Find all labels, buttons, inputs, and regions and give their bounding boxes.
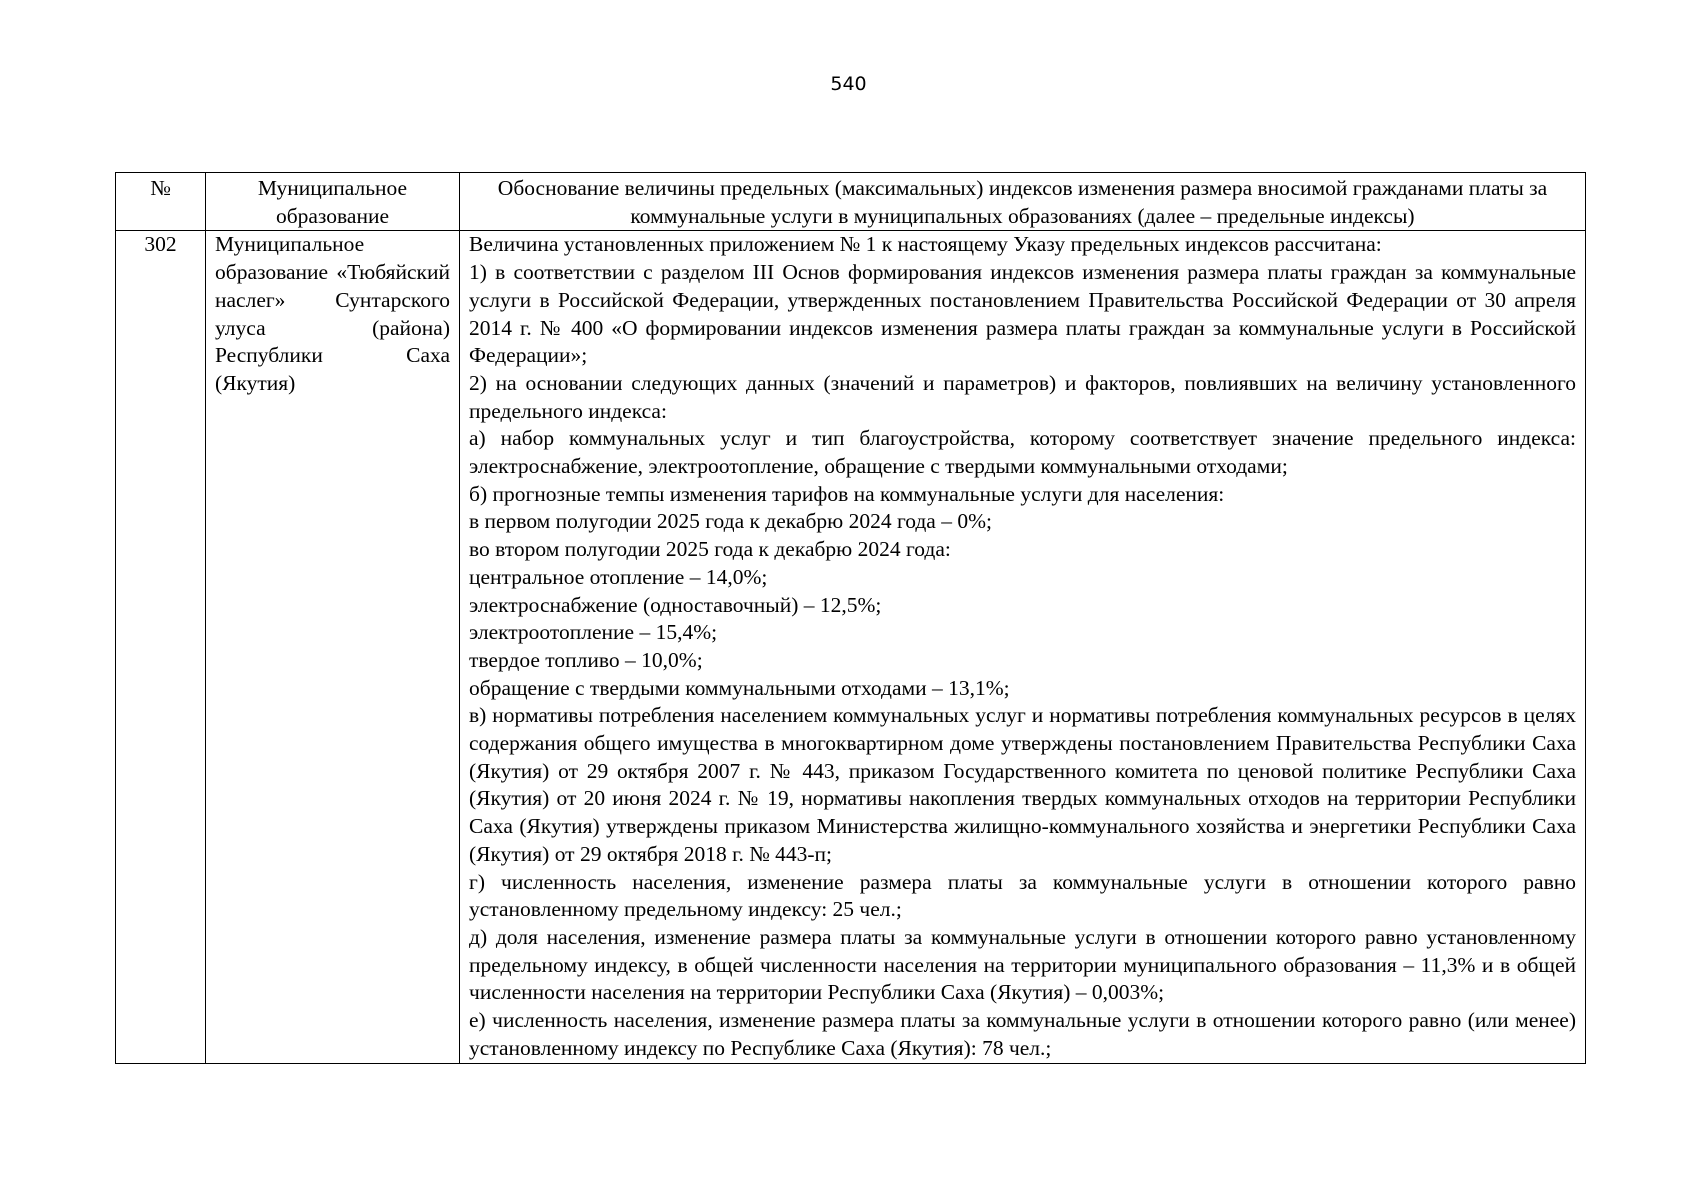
paragraph-item-v: в) нормативы потребления населением коммунальных услуг и нормативы потребления коммунальных ресурсов в целях содержания общего имущества в многоквартирном доме утверждены постановлением Правительства Республики Саха (Якутия) от 29 октября 2007 г. № 443, приказом Государственного комитета по ценовой политике Республики Саха (Якутия) от 20 июня 2024 г. № 19, нормативы накопления твердых коммунальных отходов на территории Республики Саха (Якутия) утверждены приказом Министерства жилищно-коммунального хозяйства и энергетики Республики Саха (Якутия) от 29 октября 2018 г. № 443-п; <box>469 703 1576 866</box>
paragraph-electric-heating: электроотопление – 15,4%; <box>469 620 718 645</box>
limit-index-table <box>115 172 1586 1064</box>
paragraph-first-half: в первом полугодии 2025 года к декабрю 2024 года – 0%; <box>469 509 992 534</box>
paragraph-item-d: д) доля населения, изменение размера платы за коммунальные услуги в отношении которого равно установленному предельному индексу, в общей численности населения на территории муниципального образования – 11,3% и в общей численности населения на территории Республики Саха (Якутия) – 0,003%; <box>469 924 1576 1005</box>
page-number: 540 <box>830 73 867 95</box>
paragraph-electricity: электроснабжение (одноставочный) – 12,5%; <box>469 592 882 617</box>
header-justification: Обоснование величины предельных (максимальных) индексов изменения размера вносимой гражданами платы за коммунальные услуги в муниципальных образованиях (далее – предельные индексы) <box>460 173 1586 231</box>
row-number: 302 <box>116 231 206 1063</box>
paragraph-central-heating: центральное отопление – 14,0%; <box>469 564 768 589</box>
paragraph-item-2: 2) на основании следующих данных (значений и параметров) и факторов, повлиявших на величину установленного предельного индекса: <box>469 370 1576 423</box>
paragraph-intro: Величина установленных приложением № 1 к настоящему Указу предельных индексов рассчитана: <box>469 232 1382 257</box>
table-header-row <box>116 173 1586 231</box>
paragraph-solid-waste: обращение с твердыми коммунальными отходами – 13,1%; <box>469 675 1010 700</box>
paragraph-solid-fuel: твердое топливо – 10,0%; <box>469 647 703 672</box>
table-row <box>116 231 1586 1063</box>
paragraph-item-g: г) численность населения, изменение размера платы за коммунальные услуги в отношении которого равно установленному предельному индексу: 25 чел.; <box>469 869 1576 922</box>
row-justification <box>460 231 1586 1063</box>
paragraph-item-a: а) набор коммунальных услуг и тип благоустройства, которому соответствует значение предельного индекса: электроснабжение, электроотопление, обращение с твердыми коммунальными отходами; <box>469 426 1576 479</box>
paragraph-second-half: во втором полугодии 2025 года к декабрю 2024 года: <box>469 537 951 562</box>
header-number: № <box>116 173 206 231</box>
paragraph-item-b: б) прогнозные темпы изменения тарифов на коммунальные услуги для населения: <box>469 481 1225 506</box>
paragraph-item-1: 1) в соответствии с разделом III Основ формирования индексов изменения размера платы граждан за коммунальные услуги в Российской Федерации, утвержденных постановлением Правительства Российской Федерации от 30 апреля 2014 г. № 400 «О формировании индексов изменения размера платы граждан за коммунальные услуги в Российской Федерации»; <box>469 260 1576 368</box>
row-municipality: Муниципальное образование «Тюбяйский наслег» Сунтарского улуса (района) Республики Саха (Якутия) <box>206 231 460 1063</box>
paragraph-item-e: е) численность населения, изменение размера платы за коммунальные услуги в отношении которого равно (или менее) установленному индексу по Республике Саха (Якутия): 78 чел.; <box>469 1008 1576 1060</box>
header-municipality: Муниципальное образование <box>206 173 460 231</box>
